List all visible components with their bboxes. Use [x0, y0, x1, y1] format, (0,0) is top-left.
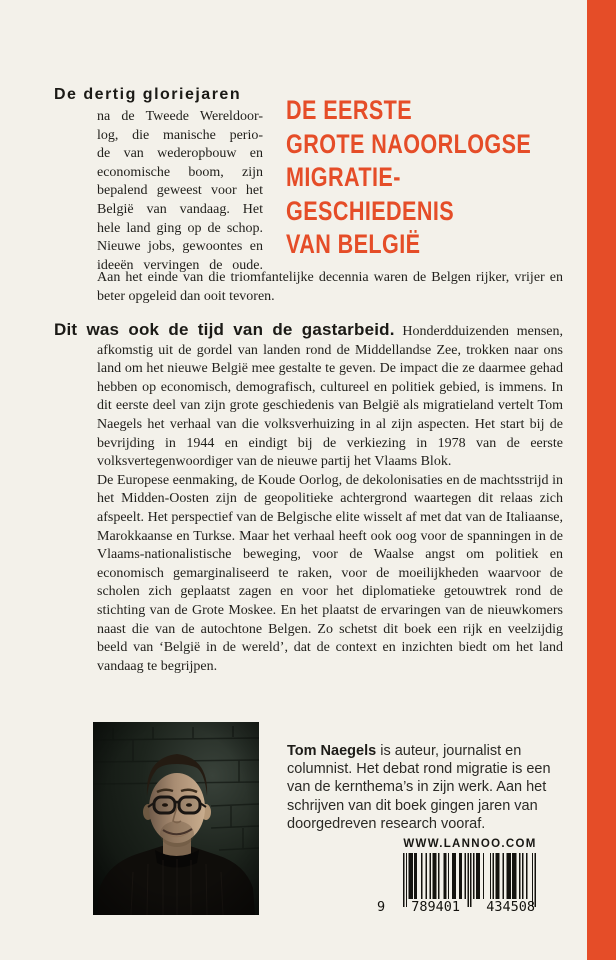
- intro-column-line: de van wederopbouw en: [97, 146, 263, 162]
- intro-column-line: hele land ging op de schop.: [97, 220, 263, 236]
- tagline-line: VAN BELGIË: [286, 229, 421, 259]
- blurb-paragraph-1: [54, 320, 563, 472]
- author-name: Tom Naegels: [287, 742, 377, 759]
- tagline-line: GROTE NAOORLOGSE: [286, 128, 532, 159]
- author-photo: [93, 722, 259, 915]
- blurb-paragraph-2: De Europese eenmaking, de Koude Oorlog, de dekolonisaties en de machtsstrijd in het Midden-Oosten zijn de geopolitieke achtergrond waartegen dit relaas zich afspeelt. Het perspectief van de Belgische elite wisselt af met dat van de Italiaanse, Marokkaanse en Turkse. Maar het verhaal heeft ook oog voor de spanningen in de Vlaams-nationalistische beweging, voor de Waalse angst om politiek en economisch gemarginaliseerd te raken, voor de moeilijkheden waarvoor de scholen zich geplaatst zagen en voor het diplomatieke getouwtrek rond de stichting van de Grote Moskee. En het plaatst de ervaringen van de nieuwkomers naast die van de autochtone Belgen. Zo schetst dit boek een rijk en veelzijdig beeld van ‘België in de wereld’, dat de context en inzichten biedt om het land vandaag te begrijpen.: [97, 472, 563, 674]
- isbn-digit-group: 9: [377, 899, 386, 915]
- intro-heading: De dertig gloriejaren: [54, 86, 242, 103]
- accent-side-bar: [587, 0, 616, 960]
- intro-column-line: België van vandaag. Het: [97, 201, 263, 217]
- intro-column-line: log, die manische perio-: [97, 127, 263, 143]
- section-heading: Dit was ook de tijd van de gastarbeid.: [54, 320, 395, 339]
- author-bio-text: is auteur, journalist en columnist. Het debat rond migratie is een van de kernthema’s in zijn werk. Aan het schrijven van dit boek gingen jaren van doorgedreven research vooraf.: [287, 742, 551, 833]
- intro-column-line: economische boom, zijn: [97, 164, 263, 180]
- isbn-number: [377, 899, 535, 915]
- isbn-digit-group: 434508: [486, 899, 535, 915]
- intro-continuation: Aan het einde van die triomfantelijke decennia waren de Belgen rijker, vrijer en beter opgeleid dan ooit tevoren.: [97, 270, 563, 304]
- blurb: [54, 320, 563, 676]
- intro-column-line: na de Tweede Wereldoor-: [97, 109, 263, 124]
- tagline-block: [286, 94, 531, 262]
- intro-column-line: Nieuwe jobs, gewoontes en: [97, 239, 263, 255]
- author-bio: [287, 742, 565, 834]
- publisher-website: WWW.LANNOO.COM: [403, 838, 537, 850]
- tagline-line: MIGRATIE-: [286, 162, 401, 192]
- isbn-digit-group: 789401: [411, 899, 461, 915]
- tagline-line: DE EERSTE: [286, 95, 413, 125]
- intro-column-line: ideeën vervingen de oude.: [97, 257, 263, 273]
- blurb-paragraph-1-text: Honderdduizenden mensen, afkomstig uit de gordel van landen rond de Middellandse Zee, trokken naar ons land om het nieuwe België mee gestalte te geven. De impact die ze daarmee gehad hebben op economisch, demografisch, cultureel en politiek gebied, is immens. In dit eerste deel van zijn grote geschiedenis van België als migratieland vertelt Tom Naegels het verhaal van die volksverhuizing in al zijn aspecten. Het start bij de bevrijding in 1944 en eindigt bij de verkiezing in 1978 van de eerste volksvertegenwoordiger van de nieuwe partij het Vlaams Blok.: [97, 324, 563, 470]
- tagline-line: GESCHIEDENIS: [286, 195, 455, 226]
- intro-column: [97, 108, 263, 275]
- intro-column-line: bepalend geweest voor het: [97, 183, 263, 199]
